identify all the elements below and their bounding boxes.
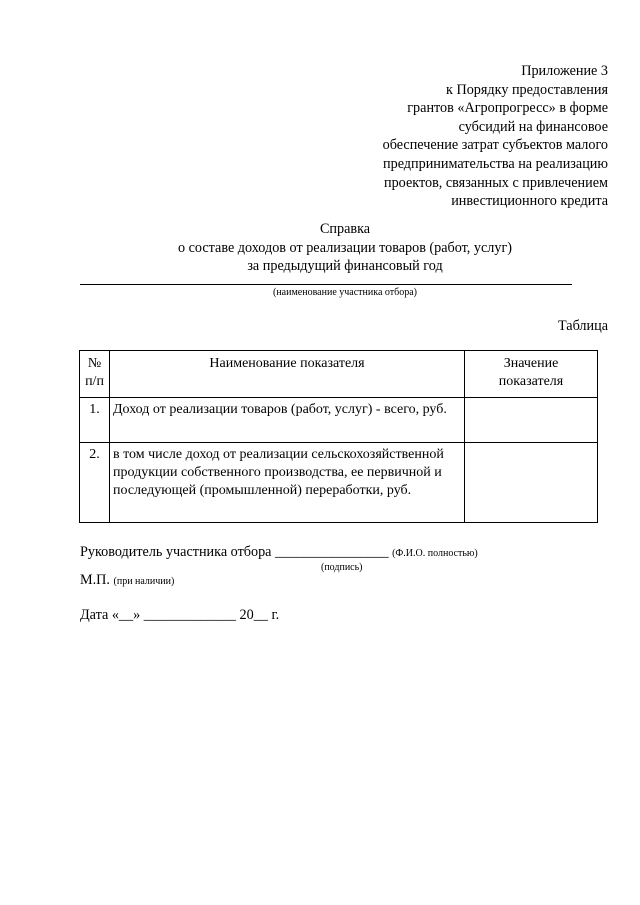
appendix-line: предпринимательства на реализацию xyxy=(383,155,608,172)
header-indicator-name: Наименование показателя xyxy=(110,351,465,398)
row-indicator: Доход от реализации товаров (работ, услуг) - всего, руб. xyxy=(110,398,465,443)
signature-blank[interactable]: ________________ xyxy=(275,544,389,560)
appendix-line: субсидий на финансовое xyxy=(458,118,608,135)
title-line-1: Справка xyxy=(319,221,371,237)
header-value xyxy=(465,351,598,398)
appendix-line: грантов «Агропрогресс» в форме xyxy=(407,100,608,117)
appendix-line: обеспечение затрат субъектов малого xyxy=(382,137,608,154)
header-num-line1: № xyxy=(87,356,102,371)
date-label: Дата «__» xyxy=(80,607,141,623)
row-value-cell[interactable] xyxy=(465,443,598,523)
document-title xyxy=(0,220,640,276)
header-value-line2: показателя xyxy=(498,374,564,389)
appendix-line: Приложение 3 xyxy=(521,63,608,79)
participant-name-caption: (наименование участника отбора) xyxy=(273,287,417,298)
title-line-2: о составе доходов от реализации товаров (работ, услуг) xyxy=(177,239,513,256)
title-line-3: за предыдущий финансовый год xyxy=(247,258,443,275)
header-num-line2: п/п xyxy=(85,374,104,389)
row-number: 1. xyxy=(80,398,110,443)
income-table xyxy=(79,350,598,523)
appendix-line: проектов, связанных с привлечением xyxy=(384,174,608,191)
appendix-line: инвестиционного кредита xyxy=(451,193,608,210)
row-indicator: в том числе доход от реализации сельскохозяйственной продукции собственного производства, ее первичной и последующей (промышленной) переработки, руб. xyxy=(110,443,465,523)
table-row xyxy=(80,443,598,523)
signature-line xyxy=(80,543,478,563)
row-value-cell[interactable] xyxy=(465,398,598,443)
date-line xyxy=(80,606,279,624)
date-year: 20__ г. xyxy=(239,607,280,623)
stamp-label: М.П. xyxy=(80,572,110,588)
stamp-caption: (при наличии) xyxy=(113,576,175,587)
table-label: Таблица xyxy=(557,318,608,334)
fio-caption: (Ф.И.О. полностью) xyxy=(392,548,478,559)
signature-label: Руководитель участника отбора xyxy=(80,544,272,560)
table-header-row xyxy=(80,351,598,398)
table-row xyxy=(80,398,598,443)
participant-name-line xyxy=(80,284,572,285)
appendix-line: к Порядку предоставления xyxy=(446,81,608,98)
row-number: 2. xyxy=(80,443,110,523)
appendix-header xyxy=(308,62,608,211)
header-value-line1: Значение xyxy=(503,356,559,371)
date-blank[interactable]: _____________ xyxy=(143,607,236,623)
header-num xyxy=(80,351,110,398)
stamp-line xyxy=(80,571,174,591)
signature-caption: (подпись) xyxy=(321,562,363,573)
